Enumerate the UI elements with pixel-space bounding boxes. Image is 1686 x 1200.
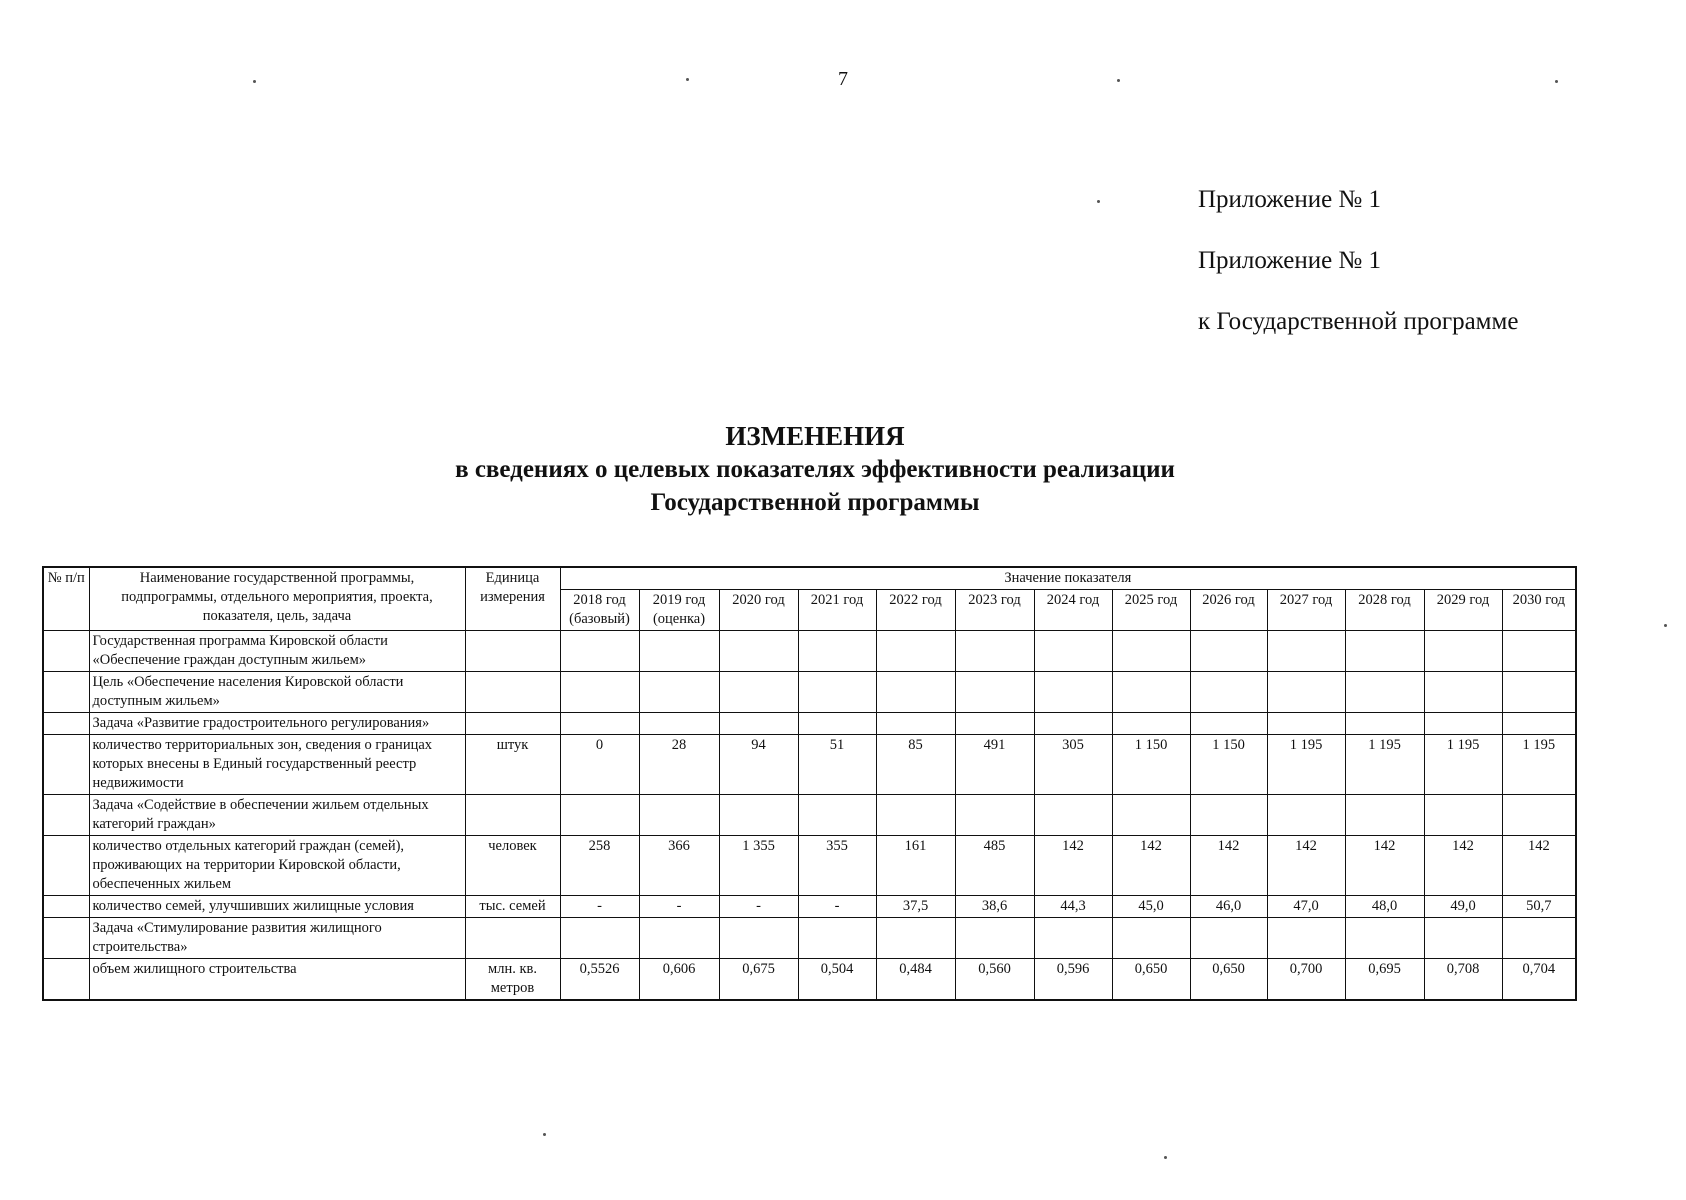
value-cell — [1034, 713, 1112, 735]
row-unit-cell — [465, 795, 560, 836]
header-unit: Единица измерения — [465, 567, 560, 631]
value-cell: 485 — [955, 836, 1034, 896]
value-cell: 44,3 — [1034, 896, 1112, 918]
scan-speck — [1097, 200, 1100, 203]
value-cell — [1190, 672, 1267, 713]
value-cell: 48,0 — [1345, 896, 1424, 918]
value-cell: 0,504 — [798, 959, 876, 1001]
appendix-line-3: к Государственной программе — [1198, 308, 1519, 335]
value-cell — [639, 795, 719, 836]
value-cell: 38,6 — [955, 896, 1034, 918]
value-cell: - — [560, 896, 639, 918]
header-year: 2025 год — [1112, 590, 1190, 631]
value-cell: - — [798, 896, 876, 918]
value-cell — [560, 713, 639, 735]
value-cell — [1190, 918, 1267, 959]
value-cell: 0,596 — [1034, 959, 1112, 1001]
row-unit-cell: человек — [465, 836, 560, 896]
value-cell — [1267, 713, 1345, 735]
value-cell: 0,708 — [1424, 959, 1502, 1001]
row-name-cell: Задача «Содействие в обеспечении жильем отдельных категорий граждан» — [89, 795, 465, 836]
value-cell: 1 355 — [719, 836, 798, 896]
row-number-cell — [43, 959, 89, 1001]
row-unit-cell — [465, 713, 560, 735]
value-cell — [1112, 631, 1190, 672]
scan-speck — [1117, 79, 1120, 82]
value-cell — [798, 795, 876, 836]
value-cell: 142 — [1345, 836, 1424, 896]
value-cell: 0,704 — [1502, 959, 1576, 1001]
table-row — [43, 959, 1576, 1001]
row-number-cell — [43, 735, 89, 795]
value-cell: 28 — [639, 735, 719, 795]
row-number-cell — [43, 896, 89, 918]
value-cell — [1502, 631, 1576, 672]
document-title — [0, 420, 1630, 519]
value-cell: 1 195 — [1424, 735, 1502, 795]
row-name-cell: количество территориальных зон, сведения о границах которых внесены в Единый государственный реестр недвижимости — [89, 735, 465, 795]
value-cell — [1267, 918, 1345, 959]
row-name-cell: Задача «Стимулирование развития жилищного строительства» — [89, 918, 465, 959]
header-year: 2027 год — [1267, 590, 1345, 631]
value-cell — [1190, 713, 1267, 735]
value-cell: 355 — [798, 836, 876, 896]
value-cell: 47,0 — [1267, 896, 1345, 918]
value-cell — [639, 713, 719, 735]
value-cell: 50,7 — [1502, 896, 1576, 918]
scan-speck — [543, 1133, 546, 1136]
value-cell — [1502, 795, 1576, 836]
scan-speck — [1555, 80, 1558, 83]
row-name-cell: количество отдельных категорий граждан (семей), проживающих на территории Кировской области, обеспеченных жильем — [89, 836, 465, 896]
value-cell: 49,0 — [1424, 896, 1502, 918]
value-cell: 142 — [1502, 836, 1576, 896]
value-cell: 0,5526 — [560, 959, 639, 1001]
value-cell: 37,5 — [876, 896, 955, 918]
title-line-2: в сведениях о целевых показателях эффективности реализации — [455, 456, 1175, 483]
page-number: 7 — [838, 68, 848, 90]
value-cell — [1112, 918, 1190, 959]
value-cell: 366 — [639, 836, 719, 896]
value-cell — [1267, 795, 1345, 836]
value-cell: 1 195 — [1345, 735, 1424, 795]
header-year: 2021 год — [798, 590, 876, 631]
table-row — [43, 713, 1576, 735]
value-cell — [1112, 713, 1190, 735]
row-number-cell — [43, 713, 89, 735]
row-name-cell: Цель «Обеспечение населения Кировской области доступным жильем» — [89, 672, 465, 713]
title-line-1: ИЗМЕНЕНИЯ — [725, 421, 905, 451]
header-year: 2023 год — [955, 590, 1034, 631]
header-year: 2020 год — [719, 590, 798, 631]
row-number-cell — [43, 795, 89, 836]
value-cell: 1 195 — [1502, 735, 1576, 795]
value-cell: 0,560 — [955, 959, 1034, 1001]
value-cell: 142 — [1034, 836, 1112, 896]
appendix-line-1: Приложение № 1 — [1198, 186, 1382, 213]
row-unit-cell — [465, 631, 560, 672]
value-cell: 1 150 — [1190, 735, 1267, 795]
value-cell: 51 — [798, 735, 876, 795]
header-year: 2030 год — [1502, 590, 1576, 631]
value-cell: 94 — [719, 735, 798, 795]
header-year: 2026 год — [1190, 590, 1267, 631]
value-cell — [560, 672, 639, 713]
value-cell — [1345, 672, 1424, 713]
row-name-cell: объем жилищного строительства — [89, 959, 465, 1001]
value-cell — [1267, 631, 1345, 672]
row-name-cell: Задача «Развитие градостроительного регулирования» — [89, 713, 465, 735]
title-line-3: Государственной программы — [650, 489, 980, 516]
header-year: 2024 год — [1034, 590, 1112, 631]
appendix-line-2: Приложение № 1 — [1198, 247, 1382, 274]
value-cell: 0,606 — [639, 959, 719, 1001]
header-year: 2028 год — [1345, 590, 1424, 631]
value-cell — [876, 631, 955, 672]
row-number-cell — [43, 672, 89, 713]
value-cell: 142 — [1112, 836, 1190, 896]
value-cell — [1424, 918, 1502, 959]
header-year: 2019 год (оценка) — [639, 590, 719, 631]
value-cell: 1 150 — [1112, 735, 1190, 795]
header-value-group: Значение показателя — [560, 567, 1576, 590]
value-cell — [1345, 795, 1424, 836]
value-cell: 1 195 — [1267, 735, 1345, 795]
value-cell — [719, 631, 798, 672]
value-cell — [798, 918, 876, 959]
header-row-top — [43, 567, 1576, 590]
value-cell — [639, 672, 719, 713]
header-year: 2018 год (базовый) — [560, 590, 639, 631]
header-year: 2022 год — [876, 590, 955, 631]
value-cell — [798, 672, 876, 713]
header-year: 2029 год — [1424, 590, 1502, 631]
value-cell — [1345, 631, 1424, 672]
row-unit-cell — [465, 672, 560, 713]
indicators-table — [42, 566, 1577, 1001]
table-row — [43, 631, 1576, 672]
value-cell — [560, 918, 639, 959]
value-cell: - — [639, 896, 719, 918]
value-cell: 0,484 — [876, 959, 955, 1001]
value-cell: 46,0 — [1190, 896, 1267, 918]
value-cell: 0,650 — [1190, 959, 1267, 1001]
row-number-cell — [43, 631, 89, 672]
value-cell — [798, 631, 876, 672]
table-row — [43, 795, 1576, 836]
header-no: № п/п — [43, 567, 89, 631]
row-name-cell: количество семей, улучшивших жилищные условия — [89, 896, 465, 918]
scan-speck — [1164, 1156, 1167, 1159]
value-cell — [1424, 672, 1502, 713]
scan-speck — [686, 78, 689, 81]
header-name: Наименование государственной программы, подпрограммы, отдельного мероприятия, проекта, показателя, цель, задача — [89, 567, 465, 631]
value-cell — [1345, 918, 1424, 959]
value-cell — [1112, 672, 1190, 713]
value-cell — [876, 672, 955, 713]
value-cell — [1424, 795, 1502, 836]
value-cell: 258 — [560, 836, 639, 896]
row-number-cell — [43, 918, 89, 959]
value-cell: 142 — [1267, 836, 1345, 896]
value-cell — [876, 795, 955, 836]
value-cell: 0,695 — [1345, 959, 1424, 1001]
value-cell — [560, 795, 639, 836]
value-cell — [1034, 672, 1112, 713]
value-cell — [1424, 631, 1502, 672]
table-row — [43, 672, 1576, 713]
value-cell — [1502, 918, 1576, 959]
value-cell: 0 — [560, 735, 639, 795]
table-row — [43, 896, 1576, 918]
value-cell: 85 — [876, 735, 955, 795]
value-cell: 0,650 — [1112, 959, 1190, 1001]
value-cell: 0,700 — [1267, 959, 1345, 1001]
value-cell — [1345, 713, 1424, 735]
value-cell: 161 — [876, 836, 955, 896]
value-cell: 45,0 — [1112, 896, 1190, 918]
table-row — [43, 735, 1576, 795]
value-cell — [1034, 918, 1112, 959]
value-cell — [798, 713, 876, 735]
row-number-cell — [43, 836, 89, 896]
value-cell: - — [719, 896, 798, 918]
value-cell — [876, 713, 955, 735]
value-cell — [639, 918, 719, 959]
row-name-cell: Государственная программа Кировской области «Обеспечение граждан доступным жильем» — [89, 631, 465, 672]
value-cell — [1502, 672, 1576, 713]
value-cell — [639, 631, 719, 672]
value-cell — [1034, 631, 1112, 672]
value-cell — [719, 713, 798, 735]
value-cell — [955, 795, 1034, 836]
scan-speck — [253, 80, 256, 83]
value-cell — [955, 672, 1034, 713]
table-row — [43, 918, 1576, 959]
table-row — [43, 836, 1576, 896]
scan-speck — [1664, 624, 1667, 627]
row-unit-cell: тыс. семей — [465, 896, 560, 918]
value-cell — [1034, 795, 1112, 836]
value-cell: 305 — [1034, 735, 1112, 795]
value-cell — [1190, 631, 1267, 672]
value-cell — [719, 795, 798, 836]
value-cell: 491 — [955, 735, 1034, 795]
value-cell — [955, 918, 1034, 959]
value-cell — [955, 713, 1034, 735]
value-cell: 142 — [1424, 836, 1502, 896]
value-cell — [1424, 713, 1502, 735]
value-cell — [955, 631, 1034, 672]
value-cell — [1267, 672, 1345, 713]
value-cell — [1112, 795, 1190, 836]
value-cell: 0,675 — [719, 959, 798, 1001]
value-cell — [560, 631, 639, 672]
row-unit-cell: штук — [465, 735, 560, 795]
table-body — [43, 631, 1576, 1001]
row-unit-cell — [465, 918, 560, 959]
value-cell: 142 — [1190, 836, 1267, 896]
value-cell — [1190, 795, 1267, 836]
value-cell — [719, 918, 798, 959]
value-cell — [876, 918, 955, 959]
row-unit-cell: млн. кв. метров — [465, 959, 560, 1001]
value-cell — [1502, 713, 1576, 735]
value-cell — [719, 672, 798, 713]
